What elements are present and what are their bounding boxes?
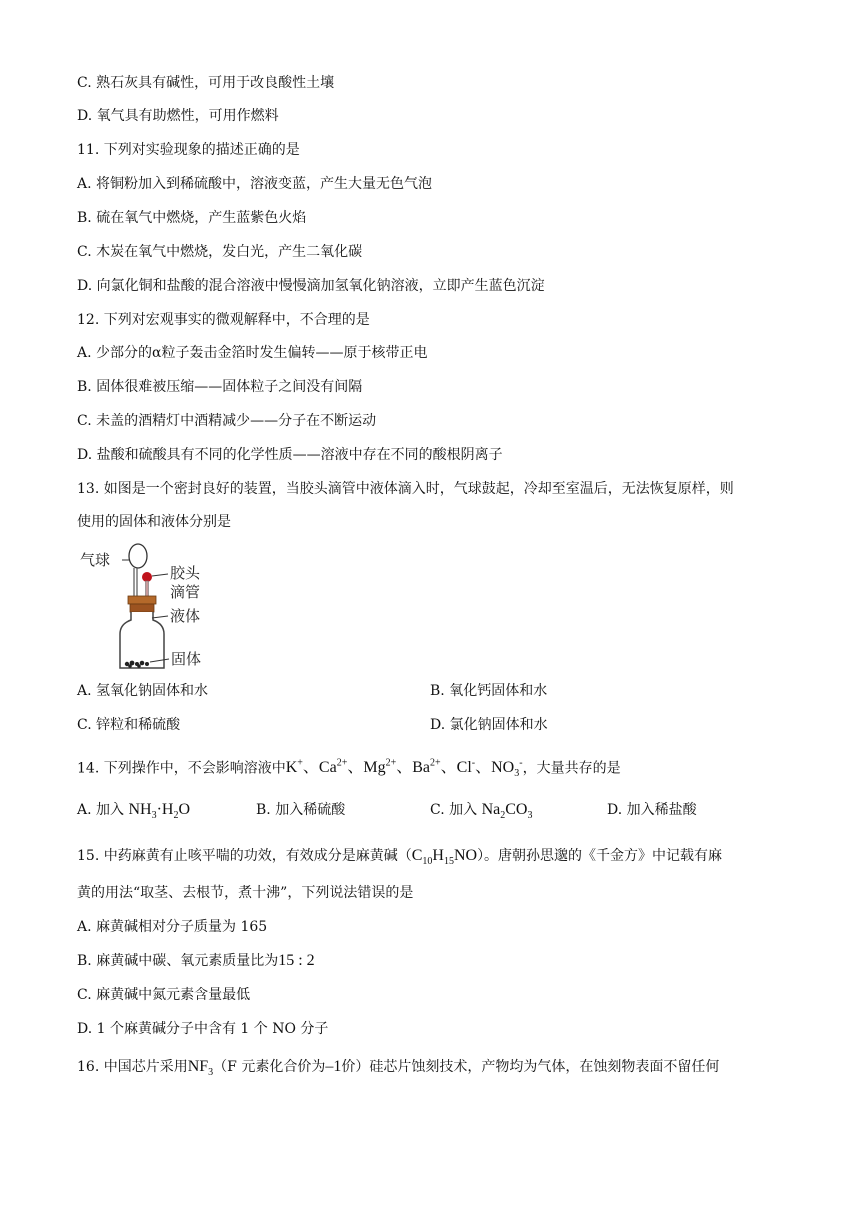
label-dropper-2: 滴管 <box>170 583 201 601</box>
q14-option-b: B. 加入稀硫酸 <box>256 802 346 818</box>
q11-option-a: A. 将铜粉加入到稀硫酸中，溶液变蓝，产生大量无色气泡 <box>77 176 433 192</box>
line-d-option: D. 氧气具有助燃性，可用作燃料 <box>77 108 279 124</box>
q11-option-d: D. 向氯化铜和盐酸的混合溶液中慢慢滴加氢氧化钠溶液，立即产生蓝色沉淀 <box>77 278 545 294</box>
liquid-pointer <box>152 616 168 618</box>
q13-option-b: B. 氧化钙固体和水 <box>430 683 548 699</box>
dropper-bulb <box>142 572 152 582</box>
label-liquid: 液体 <box>170 607 201 625</box>
q12-option-c: C. 未盖的酒精灯中酒精减少——分子在不断运动 <box>77 413 377 429</box>
dropper-pointer <box>152 574 168 576</box>
bottle <box>120 612 164 668</box>
na2co3-formula: $Na_2CO_3$ <box>481 801 533 822</box>
label-balloon: 气球 <box>80 551 111 569</box>
q14-option-d: D. 加入稀盐酸 <box>607 802 697 818</box>
q14-option-a: A. 加入 $NH_3\cdot H_2O$ <box>77 801 191 822</box>
q13-option-c: C. 锌粒和稀硫酸 <box>77 717 181 733</box>
question-15-line2: 黄的用法“取茎、去根节，煮十沸”，下列说法错误的是 <box>77 885 414 901</box>
q12-option-a: A. 少部分的α粒子轰击金箔时发生偏转——原于核带正电 <box>77 345 428 361</box>
ephedrine-formula: $C_{10}H_{15}NO$ <box>411 847 478 868</box>
q13-option-a: A. 氢氧化钠固体和水 <box>77 683 209 699</box>
question-16: 16. 中国芯片采用$NF_3(F$ 元素化合价为–1价）硅芯片蚀刻技术，产物均为气体，在蚀刻物表面不留任何 <box>77 1058 720 1079</box>
q14-option-c: C. 加入 $Na_2CO_3$ <box>430 801 533 822</box>
line-c-option: C. 熟石灰具有碱性，可用于改良酸性土壤 <box>77 75 335 91</box>
question-15-line1: 15. 中药麻黄有止咳平喘的功效，有效成分是麻黄碱$(C_{10}H_{15}NO)$。唐朝孙思邈的《千金方》中记载有麻 <box>77 847 723 868</box>
nh3-h2o-formula: $NH_3\cdot H_2O$ <box>128 801 191 822</box>
mass-ratio: 15 : 2 <box>278 952 315 969</box>
stopper <box>130 604 154 612</box>
q11-option-b: B. 硫在氧气中燃烧，产生蓝紫色火焰 <box>77 210 307 226</box>
q15-option-c: C. 麻黄碱中氮元素含量最低 <box>77 987 251 1003</box>
question-12: 12. 下列对宏观事实的微观解释中，不合理的是 <box>77 312 370 328</box>
q12-option-b: B. 固体很难被压缩——固体粒子之间没有间隔 <box>77 379 363 395</box>
q13-option-d: D. 氯化钠固体和水 <box>430 717 548 733</box>
q15-option-a: A. 麻黄碱相对分子质量为 165 <box>77 919 268 935</box>
balloon-shape <box>129 544 147 568</box>
nf3-formula: $NF_3$ <box>187 1058 214 1079</box>
question-11: 11. 下列对实验现象的描述正确的是 <box>77 142 300 158</box>
q11-option-c: C. 木炭在氧气中燃烧，发白光，产生二氧化碳 <box>77 244 363 260</box>
q15-option-b: B. 麻黄碱中碳、氧元素质量比为15 : 2 <box>77 952 315 969</box>
q12-option-d: D. 盐酸和硫酸具有不同的化学性质——溶液中存在不同的酸根阴离子 <box>77 447 503 463</box>
label-solid: 固体 <box>171 650 202 668</box>
stopper-top <box>128 596 156 604</box>
apparatus-figure <box>76 542 216 674</box>
q14-ions: K+、$Ca^{2+}$、$Mg^{2+}$、$Ba^{2+}$、Cl-、$NO_3^-$ <box>285 758 523 780</box>
apparatus-diagram <box>76 542 216 674</box>
label-dropper-1: 胶头 <box>170 564 201 582</box>
valence-value: –1 <box>325 1058 342 1075</box>
question-14 <box>77 754 621 785</box>
question-13-line2: 使用的固体和液体分别是 <box>77 514 231 530</box>
question-13-line1: 13. 如图是一个密封良好的装置，当胶头滴管中液体滴入时，气球鼓起，冷却至室温后，无法恢复原样，则 <box>77 481 734 497</box>
q14-stem-suffix: ，大量共存的是 <box>522 760 621 777</box>
q14-stem-prefix: 14. 下列操作中，不会影响溶液中 <box>77 760 286 777</box>
q15-option-d: D. 1 个麻黄碱分子中含有 1 个 NO 分子 <box>77 1021 329 1037</box>
